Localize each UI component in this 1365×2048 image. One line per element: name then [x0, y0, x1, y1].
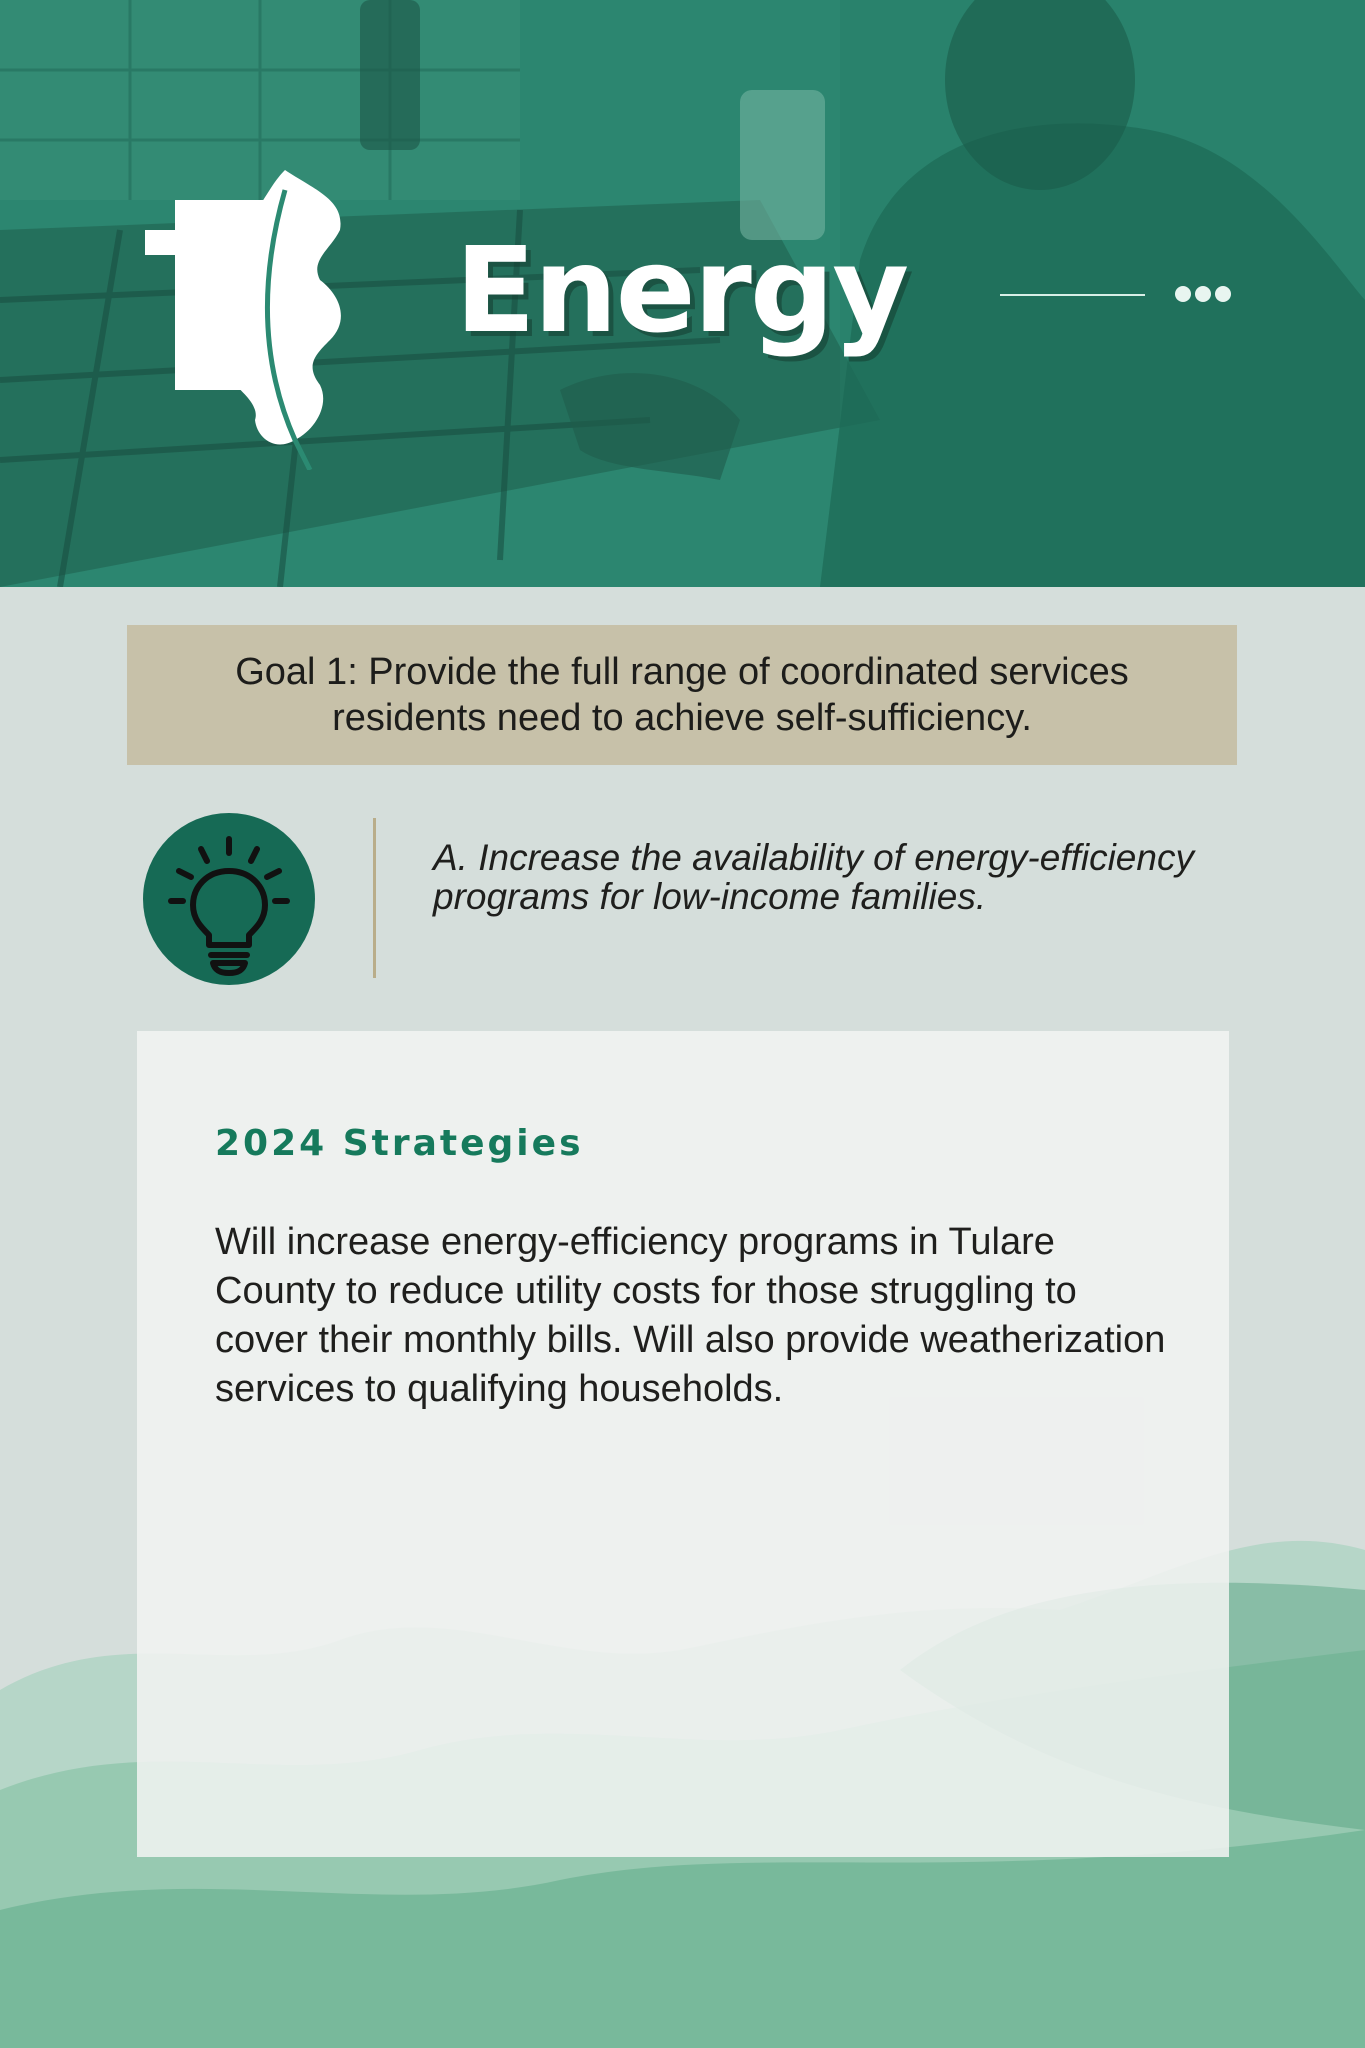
hero-banner [0, 0, 1365, 587]
more-dots-icon [1175, 286, 1235, 304]
strategies-body: Will increase energy-efficiency programs in Tulare County to reduce utility costs for those struggling to cover their monthly bills. Will also provide weatherization services to qualifying households. [215, 1221, 1166, 1410]
objective-text: A. Increase the availability of energy-efficiency programs for low-income families. [433, 837, 1194, 917]
goal-banner [127, 625, 1237, 765]
house-leaf-logo-icon [145, 170, 365, 470]
goal-text: Goal 1: Provide the full range of coordinated services residents need to achieve self-sufficiency. [235, 651, 1129, 739]
strategies-card [137, 1031, 1229, 1857]
vertical-divider [373, 818, 376, 978]
strategies-heading: 2024 Strategies [215, 1123, 584, 1164]
objective-icon-badge [143, 813, 315, 985]
lightbulb-icon [143, 813, 315, 985]
page-title: Energy [455, 221, 908, 359]
divider-line [1000, 294, 1145, 296]
